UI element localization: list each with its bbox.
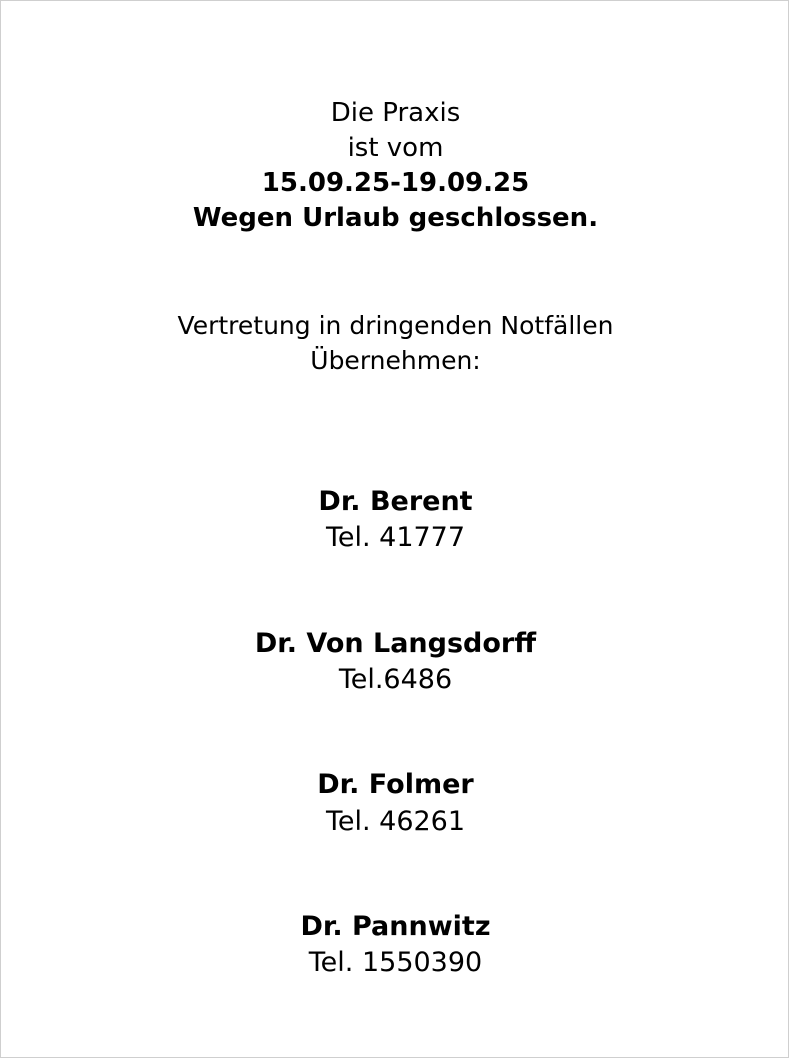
notice-line-2: ist vom	[347, 133, 444, 163]
substitute-line-1: Vertretung in dringenden Notfällen	[177, 311, 614, 340]
doctor-name: Dr. Berent	[318, 486, 473, 517]
doctor-phone: Tel.6486	[338, 664, 453, 695]
closure-reason: Wegen Urlaub geschlossen.	[192, 203, 599, 233]
doctor-phone: Tel. 46261	[325, 806, 466, 837]
doctor-phone: Tel. 1550390	[308, 947, 483, 978]
closure-dates: 15.09.25-19.09.25	[261, 168, 530, 198]
doctor-name: Dr. Pannwitz	[300, 911, 491, 942]
doctor-name: Dr. Von Langsdorff	[254, 628, 537, 659]
substitute-line-2: Übernehmen:	[310, 346, 481, 375]
doctor-name: Dr. Folmer	[317, 769, 474, 800]
doctor-phone: Tel. 41777	[325, 522, 466, 553]
notice-line-1: Die Praxis	[330, 98, 461, 128]
